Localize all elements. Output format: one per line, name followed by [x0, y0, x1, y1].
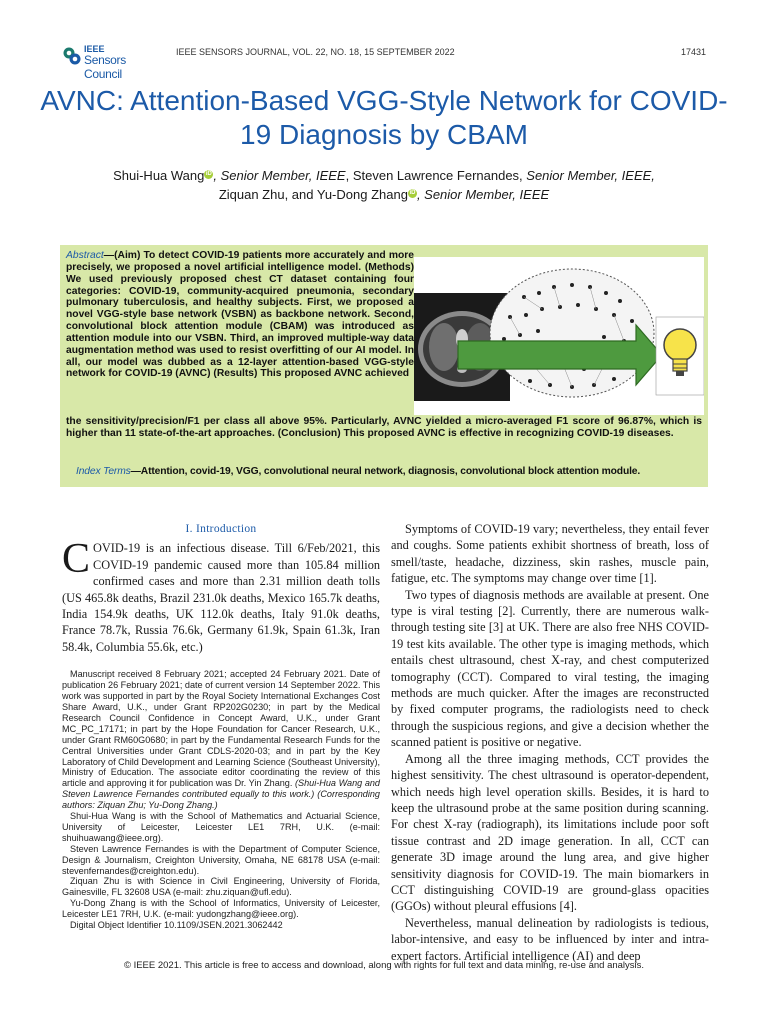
body-paragraph: Symptoms of COVID-19 vary; nevertheless, they entail fever and coughs. Some patients exhibit shortness of breath, loss of smell/taste, headache, dizziness, skin rashes, muscle pain, fatigue, etc. The symptoms may change over time [1].	[391, 522, 709, 586]
author-list	[60, 166, 708, 204]
copyright-notice: © IEEE 2021. This article is free to access and download, along with rights for full text and data mining, re-use and analysis.	[123, 960, 645, 971]
paper-title: AVNC: Attention-Based VGG-Style Network for COVID-19 Diagnosis by CBAM	[40, 85, 728, 150]
author-role: Senior Member, IEEE,	[526, 168, 655, 183]
first-page-footnote	[62, 669, 380, 931]
right-column	[391, 521, 709, 964]
abstract-label: Abstract	[66, 250, 104, 261]
body-paragraph: Among all the three imaging methods, CCT provides the highest sensitivity. The chest ultrasound is operator-dependent, which needs high level operation skills. Besides, it is hard to keep the ultrasound probe at the same position during scanning. For chest X-ray (radiograph), its limitations include poor soft tissue contrast and 2D image generation. In all, CCT can generate 3D image around the lung area, and give higher sensitivity diagnosis for COVID-19. The main biomarkers in CCT distinguishing COVID-19 are ground-glass opacities (GGOs) without pleural effusions [4].	[391, 751, 709, 914]
footnote-author-3: Ziquan Zhu is with Science in Civil Engineering, University of Florida, Gainesville, FL 32608 USA (e-mail: zhu.ziquan@ufl.edu).	[62, 876, 380, 898]
intro-paragraph	[62, 536, 380, 655]
footnote-author-1: Shui-Hua Wang is with the School of Mathematics and Actuarial Science, University of Leicester, Leicester LE1 7RH, U.K. (e-mail: shuihuawang@ieee.org).	[62, 811, 380, 843]
logo-council-text: Sensors Council	[84, 53, 126, 81]
abstract-body: —(Aim) To detect COVID-19 patients more accurately and more precisely, we proposed a novel artificial intelligence model. (Methods) We used previously proposed chest CT dataset containing four categories: COVID-19, community-acquired pneumonia, secondary pulmonary tuberculosis, and healthy subjects. First, we proposed a novel VGG-style base network (VSBN) as backbone network. Second, convolutional block attention module (CBAM) was introduced as attention module into our VSBN. Third, an improved multiple-way data augmentation method was used to resist overfitting of our AI model. In all, our model was dubbed as a 12-layer attention-based VGG-style network for COVID-19 (AVNC) (Results) This proposed AVNC achieved	[66, 250, 414, 380]
footnote-manuscript	[62, 669, 380, 811]
footnote-manuscript-text: Manuscript received 8 February 2021; accepted 24 February 2021. Date of publication 26 February 2021; date of current version 14 September 2022. This work was supported in part by the Royal Society International Exchanges Cost Share Award, U.K., under Grant RP202G0230; in part by the Medical Research Council Confidence in Concept Award, U.K., under Grant MC_PC_17171; in part by the Hope Foundation for Cancer Research, U.K., under Grant RM60G0680; in part by the Fundamental Research Funds for the Central Universities under Grant CDLS-2020-03; and in part by the Key Laboratory of Child Development and Learning Science (Southeast University), Ministry of Education. The associate editor coordinating the review of this article and approving it for publication was Dr. Yin Zhang.	[62, 669, 380, 789]
logo-ieee-text: IEEE	[84, 44, 105, 54]
page-number: 17431	[680, 47, 706, 57]
ieee-sensors-council-logo	[62, 44, 162, 81]
footnote-author-4: Yu-Dong Zhang is with the School of Informatics, University of Leicester, Leicester LE1 7RH, U.K. (e-mail: yudongzhang@ieee.org).	[62, 898, 380, 920]
body-paragraph: Two types of diagnosis methods are available at present. One type is viral testing [2]. Currently, there are numerous walk-through testing site [3] at UK. There are also free NHS COVID-19 test kits available. The other type is imaging methods, which entails chest ultrasound, chest X-ray, and chest computerized tomography (CCT). Compared to viral testing, the imaging methods are much quicker. After the images are reconstructed by fixed computer programs, the radiologists need to check through the suspicious regions, and give a decision whether the scanned patient is positive or negative.	[391, 587, 709, 750]
footnote-author-2: Steven Lawrence Fernandes is with the Department of Computer Science, Design & Journalism, Creighton University, Omaha, NE 68178 USA (e-mail: stevenfernandes@creighton.edu).	[62, 843, 380, 876]
index-terms-body: —Attention, covid-19, VGG, convolutional neural network, diagnosis, convolutional block attention module.	[130, 466, 641, 477]
section-heading-introduction: I. Introduction	[185, 523, 257, 535]
neural-network-brain-icon	[490, 269, 654, 397]
abstract-text	[66, 250, 414, 380]
drop-cap: C	[62, 536, 91, 583]
light-bulb-icon	[656, 317, 704, 395]
abstract-text-continued: the sensitivity/precision/F1 per class all above 95%. Particularly, AVNC yielded a micro-averaged F1 score of 96.87%, which is higher than 11 state-of-the-art approaches. (Conclusion) This proposed AVNC is effective in recognizing COVID-19 diseases.	[66, 416, 702, 439]
graphical-abstract-image	[414, 257, 704, 415]
author-name: , Steven Lawrence Fernandes,	[345, 168, 527, 183]
author-role: , Senior Member, IEEE	[213, 168, 346, 183]
footnote-corresponding: (Shui-Hua Wang and Steven Lawrence Fernandes contributed equally to this work.) (Corresponding authors: Ziquan Zhu; Yu-Dong Zhang.)	[62, 778, 380, 811]
index-terms	[76, 466, 708, 477]
author-name: Shui-Hua Wang	[113, 168, 205, 183]
author-name: Ziquan Zhu, and Yu-Dong Zhang	[218, 187, 408, 202]
left-column	[62, 521, 380, 931]
author-role: , Senior Member, IEEE	[416, 187, 550, 202]
intro-paragraph-text: OVID-19 is an infectious disease. Till 6/Feb/2021, this COVID-19 pandemic caused more than 105.84 million confirmed cases and more than 2.31 million death tolls (US 465.8k deaths, Brazil 231.0k deaths, Mexico 165.7k deaths, India 154.9k deaths, UK 112.0k deaths, Italy 91.0k deaths, France 78.7k, Russia 76.6k, Germany 61.9k, Spain 61.3k, Iran 58.4k, Columbia 55.6k, etc.)	[62, 541, 380, 654]
orcid-icon[interactable]: iD	[205, 170, 212, 177]
journal-citation: IEEE SENSORS JOURNAL, VOL. 22, NO. 18, 15 SEPTEMBER 2022	[176, 47, 455, 57]
index-terms-label: Index Terms	[76, 466, 131, 477]
doi-line[interactable]: Digital Object Identifier 10.1109/JSEN.2021.3062442	[70, 920, 283, 931]
logo-swirl-icon	[62, 44, 82, 68]
body-paragraph: Nevertheless, manual delineation by radiologists is tedious, labor-intensive, and easy to be influenced by inter and intra-expert factors. Artificial intelligence (AI) and deep	[391, 915, 709, 963]
orcid-icon[interactable]: iD	[409, 189, 416, 196]
